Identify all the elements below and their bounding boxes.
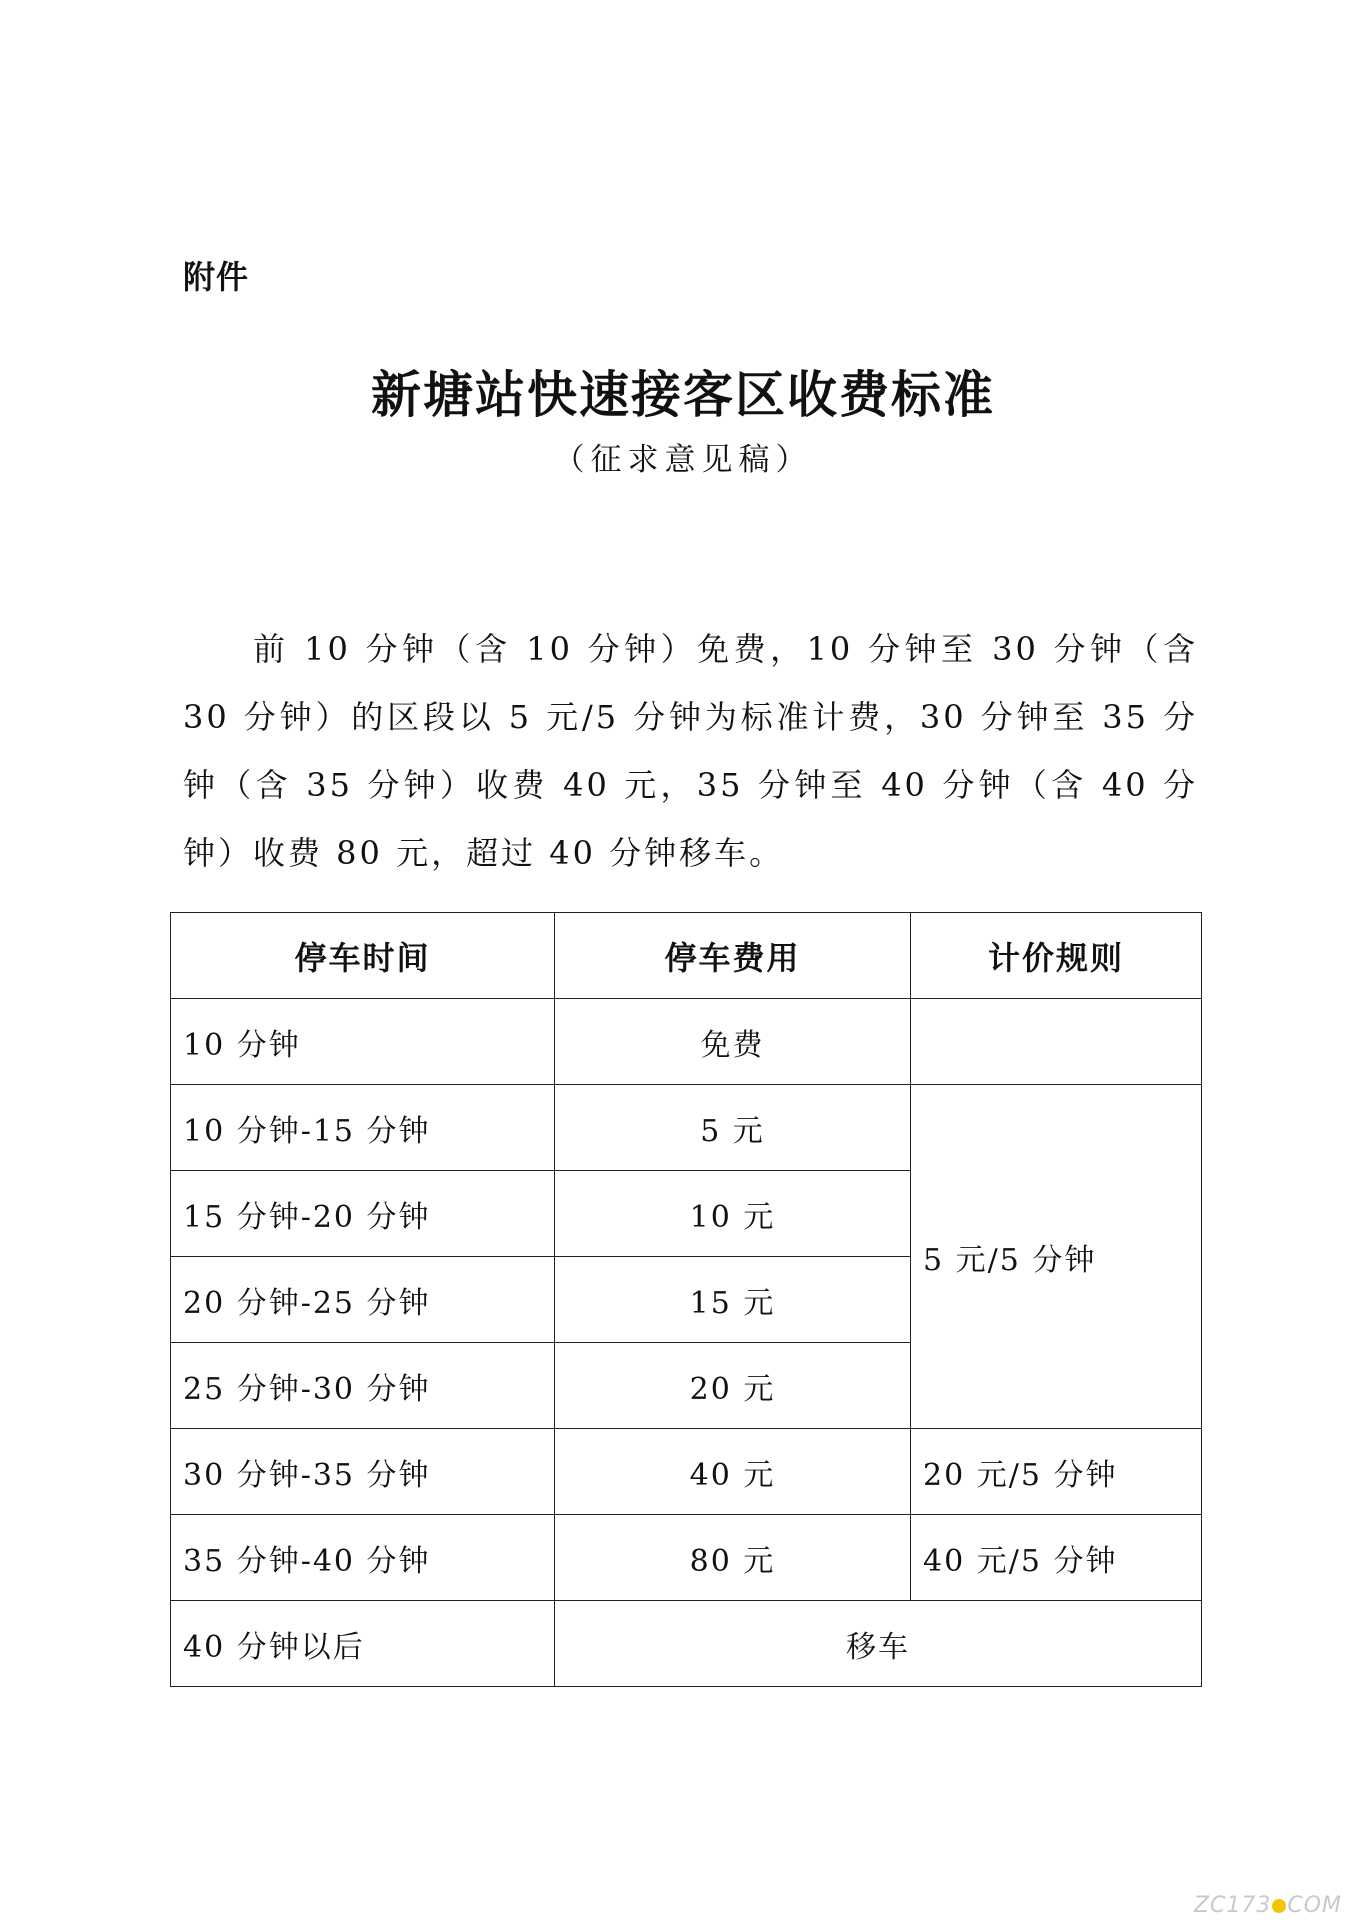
watermark-dot-icon [1272, 1899, 1286, 1913]
table-row [171, 1515, 1202, 1601]
header-parking-time: 停车时间 [171, 913, 555, 999]
attachment-label: 附件 [183, 258, 250, 296]
fee-cell: 40 元 [555, 1429, 911, 1515]
fee-cell: 15 元 [555, 1257, 911, 1343]
fee-table [170, 912, 1202, 1687]
fee-cell: 20 元 [555, 1343, 911, 1429]
site-watermark [1194, 1893, 1342, 1918]
fee-cell: 5 元 [555, 1085, 911, 1171]
watermark-right-text: COM [1287, 1893, 1342, 1918]
time-cell: 10 分钟 [171, 999, 555, 1085]
header-pricing-rule: 计价规则 [911, 913, 1202, 999]
rule-cell-merged: 5 元/5 分钟 [911, 1085, 1202, 1429]
fee-cell: 免费 [555, 999, 911, 1085]
table-header-row [171, 913, 1202, 999]
fee-cell: 80 元 [555, 1515, 911, 1601]
rule-cell [911, 999, 1202, 1085]
time-cell: 15 分钟-20 分钟 [171, 1171, 555, 1257]
watermark-left-text: ZC173 [1193, 1893, 1272, 1918]
table-row [171, 1085, 1202, 1171]
table-row [171, 999, 1202, 1085]
table-row [171, 1601, 1202, 1687]
fee-cell-merged: 移车 [555, 1601, 1202, 1687]
rule-cell: 20 元/5 分钟 [911, 1429, 1202, 1515]
time-cell: 40 分钟以后 [171, 1601, 555, 1687]
time-cell: 25 分钟-30 分钟 [171, 1343, 555, 1429]
table-row [171, 1429, 1202, 1515]
time-cell: 20 分钟-25 分钟 [171, 1257, 555, 1343]
time-cell: 30 分钟-35 分钟 [171, 1429, 555, 1515]
page-subtitle: （征求意见稿） [553, 442, 813, 478]
time-cell: 10 分钟-15 分钟 [171, 1085, 555, 1171]
rule-cell: 40 元/5 分钟 [911, 1515, 1202, 1601]
fee-cell: 10 元 [555, 1171, 911, 1257]
header-parking-fee: 停车费用 [555, 913, 911, 999]
page-title: 新塘站快速接客区收费标准 [371, 365, 995, 424]
body-paragraph: 前 10 分钟（含 10 分钟）免费，10 分钟至 30 分钟（含 30 分钟）的区段以 5 元/5 分钟为标准计费，30 分钟至 35 分钟（含 35 分钟）收费 40 元，35 分钟至 40 分钟（含 40 分钟）收费 80 元，超过 40 分钟移车。 [183, 630, 1198, 872]
time-cell: 35 分钟-40 分钟 [171, 1515, 555, 1601]
